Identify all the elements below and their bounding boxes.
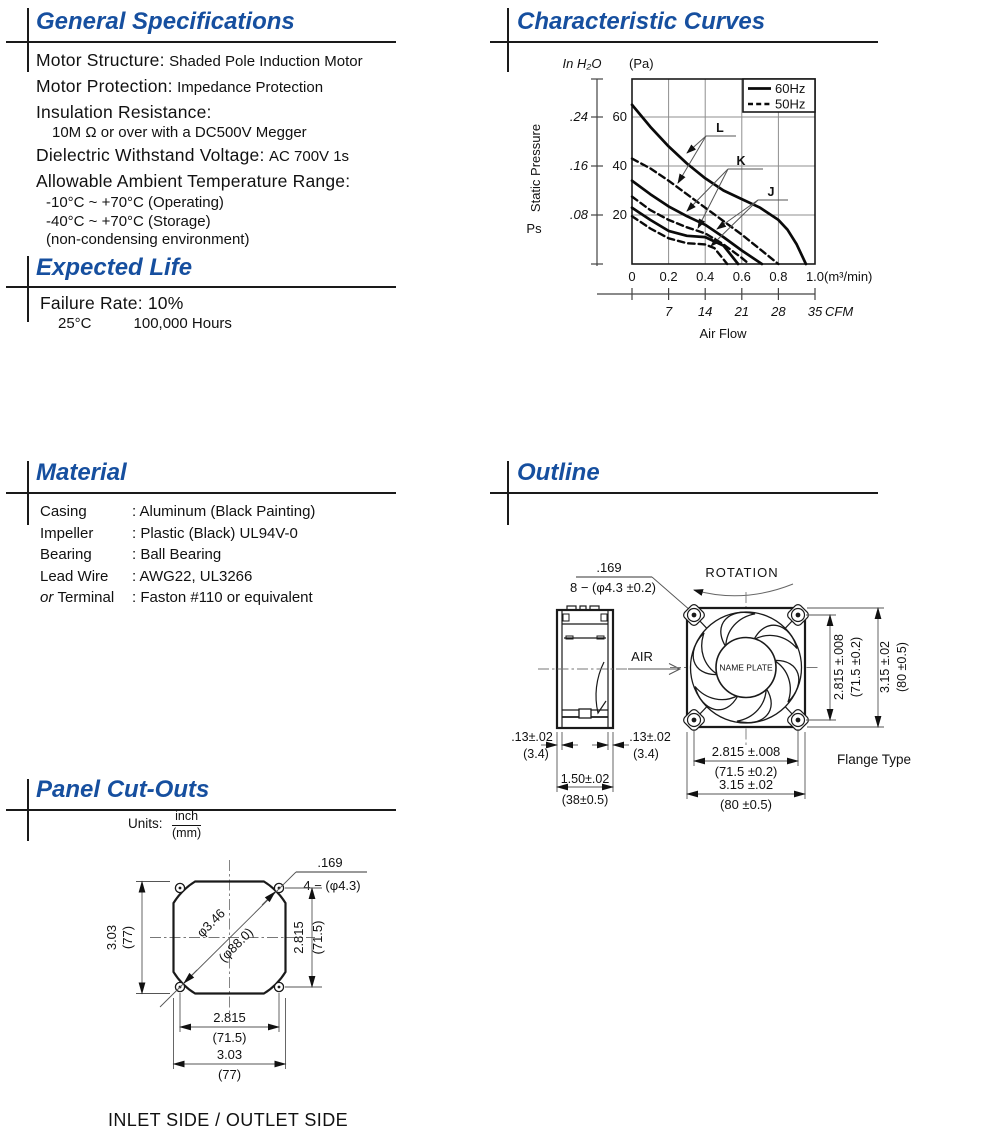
section-divider (6, 41, 396, 43)
flange-right-dim-mm: (3.4) (633, 747, 659, 761)
y2-tick: .24 (569, 109, 588, 124)
spec-label: Dielectric Withstand Voltage: (36, 145, 265, 165)
cfm-tick: 35 (807, 304, 823, 319)
spec-label: Insulation Resistance: (36, 102, 212, 122)
spec-detail: -10°C ~ +70°C (Operating) (46, 194, 224, 211)
circle-dia-dim-mm: (φ88.0) (215, 924, 257, 966)
spec-detail: 10M Ω or over with a DC500V Megger (52, 124, 307, 141)
hole-pitch-v-dim: 2.815 ±.008 (832, 634, 846, 700)
spec-label: Motor Structure: (36, 50, 165, 70)
air-flow-label: AIR (631, 649, 653, 664)
spec-row (36, 50, 363, 71)
y-tick: 40 (612, 158, 627, 173)
material-value: : Plastic (Black) UL94V-0 (132, 525, 298, 542)
y2-unit-label: In H₂O (562, 56, 602, 71)
hole-pitch-v-dim-mm: (71.5) (310, 920, 325, 955)
cfm-tick: 28 (771, 304, 786, 319)
section-title-panel-cutouts: Panel Cut-Outs (36, 776, 210, 803)
spec-detail: -40°C ~ +70°C (Storage) (46, 213, 211, 230)
spec-row (36, 102, 212, 123)
spec-value: Shaded Pole Induction Motor (169, 53, 363, 70)
inlet-outlet-footer: INLET SIDE / OUTLET SIDE (108, 1110, 348, 1130)
spec-label: Allowable Ambient Temperature Range: (36, 171, 351, 191)
x-tick: 0 (628, 269, 636, 284)
y-unit-label: (Pa) (629, 56, 654, 71)
outline-hole-dia-dim: 8 − (φ4.3 ±0.2) (569, 580, 657, 595)
y2-tick: .08 (569, 207, 588, 222)
height-dim-mm: (77) (120, 925, 135, 950)
frame-h-dim-mm: (80 ±0.5) (720, 797, 772, 812)
section-title-expected-life: Expected Life (36, 254, 193, 281)
height-dim: 3.03 (104, 924, 119, 951)
material-value: : Ball Bearing (132, 546, 222, 563)
life-temp: 25°C (58, 315, 92, 332)
hole-pitch-h-dim: 2.815 ±.008 (711, 744, 781, 759)
x-tick: 1.0 (805, 269, 825, 284)
cfm-unit-label: CFM (825, 304, 854, 319)
hole-pitch-v-dim-mm: (71.5 ±0.2) (849, 636, 863, 698)
section-divider (6, 286, 396, 288)
curve-label-K: K (736, 154, 746, 168)
x-axis-label: Air Flow (699, 326, 747, 341)
failure-rate: Failure Rate: 10% (40, 293, 184, 313)
name-plate-label: NAME PLATE (719, 662, 773, 673)
curve-K-60hz (632, 181, 762, 264)
section-divider (6, 492, 396, 494)
units-fraction (172, 809, 201, 841)
cfm-axis (597, 288, 815, 300)
hole-pitch-v-dim: 2.815 (291, 921, 306, 954)
spec-value: Impedance Protection (177, 79, 324, 96)
width-dim: 3.03 (216, 1047, 243, 1062)
life-hours: 100,000 Hours (133, 315, 232, 332)
fan-side-view (557, 606, 613, 728)
circle-dia-dim: φ3.46 (193, 905, 229, 941)
material-label: Bearing (40, 546, 92, 563)
rotation-label: ROTATION (705, 565, 779, 580)
cutout-hole-count-dim: .169 (317, 855, 343, 870)
x-tick: 0.6 (732, 269, 751, 284)
spec-row (36, 171, 350, 192)
spec-row (36, 76, 323, 97)
material-row (40, 546, 221, 563)
spec-detail: (non-condensing environment) (46, 231, 250, 248)
x-tick: 0.8 (769, 269, 788, 284)
hole-pitch-h-dim-mm: (71.5 ±0.2) (714, 764, 778, 779)
material-label: or Terminal (40, 589, 115, 606)
material-row (40, 589, 313, 606)
spec-value: AC 700V 1s (269, 148, 350, 165)
hole-pitch-h-dim: 2.815 (213, 1010, 246, 1025)
cutout-hole-dia-dim: 4 − (φ4.3) (303, 878, 361, 893)
panel-cutout-drawing (100, 840, 430, 1100)
material-value: : AWG22, UL3266 (132, 568, 253, 585)
chart-legend (743, 79, 815, 112)
depth-dim: 1.50±.02 (560, 772, 610, 786)
y-axis-label: Static Pressure (528, 123, 543, 213)
flange-type-label: Flange Type (836, 752, 912, 767)
y-axis-symbol: Ps (526, 221, 542, 236)
hole-pitch-h-dim-mm: (71.5) (212, 1030, 247, 1045)
material-value: : Faston #110 or equivalent (132, 589, 313, 606)
section-title-general-specifications: General Specifications (36, 8, 295, 35)
section-title-characteristic-curves: Characteristic Curves (517, 8, 766, 35)
material-row (40, 503, 315, 520)
section-divider (27, 256, 29, 322)
outline-hole-count-dim: .169 (596, 560, 622, 575)
frame-v-dim-mm: (80 ±0.5) (895, 642, 909, 692)
y2-tick: .16 (569, 158, 588, 173)
frame-h-dim: 3.15 ±.02 (718, 777, 774, 792)
material-label: Lead Wire (40, 568, 109, 585)
spec-label: Motor Protection: (36, 76, 173, 96)
material-label: Impeller (40, 525, 94, 542)
y-tick: 60 (612, 109, 627, 124)
outline-drawing (500, 550, 1000, 840)
legend-60hz: 60Hz (775, 81, 806, 96)
material-row (40, 525, 298, 542)
units-label: Units: (128, 816, 163, 831)
width-dim-mm: (77) (217, 1067, 242, 1082)
units-mm: (mm) (172, 825, 202, 840)
rotation-arrow (694, 584, 793, 596)
depth-dim-mm: (38±0.5) (561, 793, 609, 807)
fan-front-view (670, 592, 820, 746)
x-tick: 0.2 (659, 269, 678, 284)
section-title-material: Material (36, 459, 127, 486)
characteristic-curves-chart (500, 50, 1000, 350)
section-divider (490, 492, 878, 494)
units-inch: inch (172, 809, 201, 826)
life-conditions (58, 315, 232, 332)
y-tick: 20 (612, 207, 627, 222)
section-divider (490, 41, 878, 43)
curve-label-L: L (716, 121, 724, 135)
inh2o-axis (591, 79, 603, 266)
material-row (40, 568, 252, 585)
cfm-tick: 21 (734, 304, 750, 319)
cfm-tick: 14 (697, 304, 713, 319)
x-tick: 0.4 (696, 269, 715, 284)
material-label: Casing (40, 503, 87, 520)
frame-v-dim: 3.15 ±.02 (878, 640, 892, 694)
x-unit-label: (m³/min) (824, 269, 873, 284)
cfm-tick: 7 (664, 304, 673, 319)
flange-right-dim: .13±.02 (629, 730, 671, 744)
air-flow-arrow (628, 664, 680, 675)
curve-label-J: J (767, 185, 775, 199)
section-title-outline: Outline (517, 459, 600, 486)
flange-left-dim: .13±.02 (511, 730, 553, 744)
spec-row (36, 145, 349, 166)
material-value: : Aluminum (Black Painting) (132, 503, 316, 520)
section-divider (27, 8, 29, 72)
legend-50hz: 50Hz (775, 96, 806, 112)
flange-left-dim-mm: (3.4) (523, 747, 549, 761)
